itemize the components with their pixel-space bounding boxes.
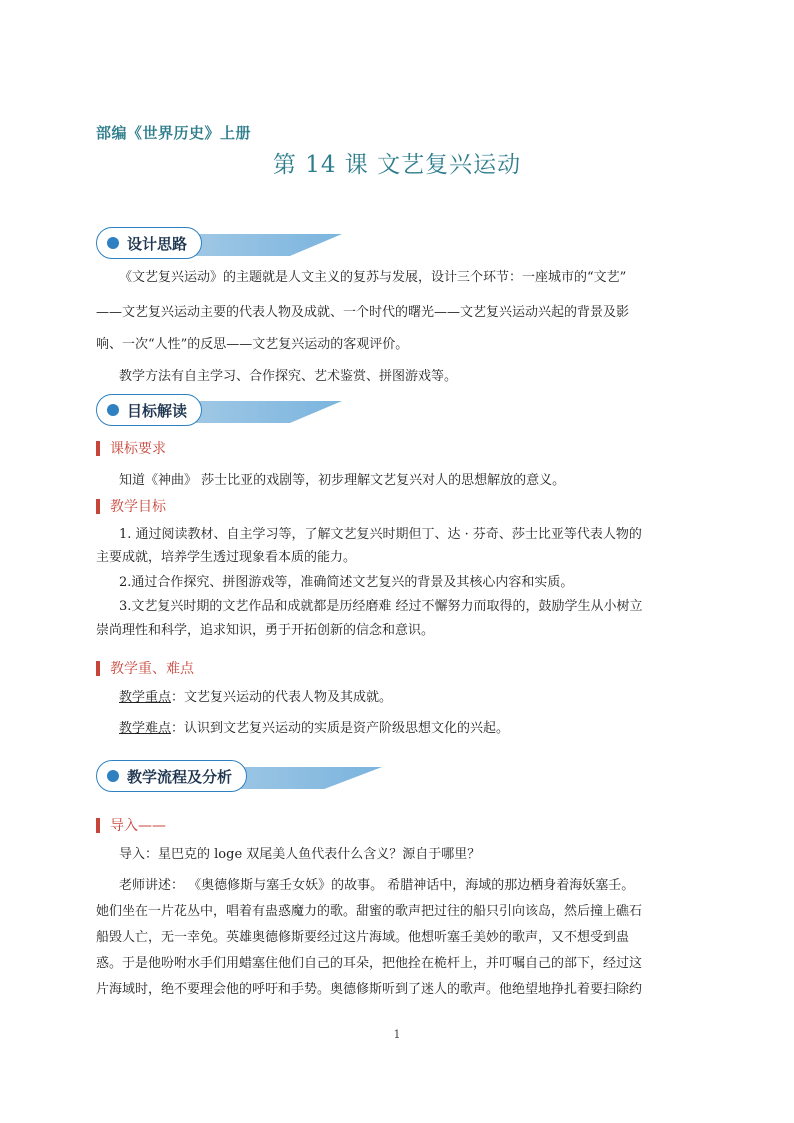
bullet-dot-icon xyxy=(107,237,119,249)
section-keypoints xyxy=(96,658,194,678)
banner-label: 设计思路 xyxy=(127,234,188,253)
key-point-text: ：文艺复兴运动的代表人物及其成就。 xyxy=(171,690,393,705)
key-point xyxy=(119,689,392,707)
section-heading: 导入—— xyxy=(110,818,166,834)
banner-process xyxy=(96,760,356,796)
page-title: 第 14 课 文艺复兴运动 xyxy=(272,152,522,178)
story-line-4: 惑。于是他吩咐水手们用蜡塞住他们自己的耳朵，把他拴在桅杆上，并叮嘱自己的部下，经过这 xyxy=(96,956,643,971)
banner-pill xyxy=(96,394,202,426)
design-line-4: 教学方法有自主学习、合作探究、艺术鉴赏、拼图游戏等。 xyxy=(119,369,458,384)
section-bar-icon xyxy=(96,441,100,456)
design-line-1: 《文艺复兴运动》的主题就是人文主义的复苏与发展，设计三个环节：一座城市的“文艺” xyxy=(119,270,627,285)
section-heading: 教学目标 xyxy=(110,499,166,515)
hard-point-text: ：认识到文艺复兴运动的实质是资产阶级思想文化的兴起。 xyxy=(171,721,510,736)
page-number: 1 xyxy=(393,1028,401,1041)
section-intro xyxy=(96,815,166,835)
story-line-2: 她们坐在一片花丛中，唱着有蛊惑魔力的歌。甜蜜的歌声把过往的船只引向该岛，然后撞上礁石 xyxy=(96,904,643,919)
story-line-1: 老师讲述： 《奥德修斯与塞壬女妖》的故事。 希腊神话中，海域的那边栖身着海妖塞壬。 xyxy=(119,878,635,893)
banner-label: 教学流程及分析 xyxy=(127,767,233,786)
bullet-dot-icon xyxy=(107,770,119,782)
banner-goals xyxy=(96,394,356,430)
section-bar-icon xyxy=(96,661,100,676)
banner-design xyxy=(96,227,356,263)
hard-point xyxy=(119,720,509,738)
story-line-5: 片海域时，绝不要理会他的呼吁和手势。奥德修斯听到了迷人的歌声。他绝望地挣扎着要扫除约 xyxy=(96,982,643,997)
section-bar-icon xyxy=(96,818,100,833)
section-heading: 教学重、难点 xyxy=(110,661,194,677)
section-bar-icon xyxy=(96,499,100,514)
design-line-2: ——文艺复兴运动主要的代表人物及成就、一个时代的曙光——文艺复兴运动兴起的背景及影 xyxy=(96,305,630,320)
banner-label: 目标解读 xyxy=(127,401,188,420)
intro-question: 导入：星巴克的 loge 双尾美人鱼代表什么含义？源自于哪里？ xyxy=(119,847,481,862)
section-objectives xyxy=(96,496,166,516)
objective-line-3: 2.通过合作探究、拼图游戏等，准确简述文艺复兴的背景及其核心内容和实质。 xyxy=(119,575,574,590)
objective-line-2: 主要成就，培养学生透过现象看本质的能力。 xyxy=(96,550,357,565)
key-point-label: 教学重点 xyxy=(119,690,172,705)
bullet-dot-icon xyxy=(107,404,119,416)
hard-point-label: 教学难点 xyxy=(119,721,172,736)
design-line-3: 响、一次“人性”的反思——文艺复兴运动的客观评价。 xyxy=(96,337,409,352)
section-standard xyxy=(96,438,166,458)
story-line-3: 船毁人亡，无一幸免。英雄奥德修斯要经过这片海域。他想听塞壬美妙的歌声，又不想受到蛊 xyxy=(96,930,630,945)
objective-line-1: 1. 通过阅读教材、自主学习等，了解文艺复兴时期但丁、达 · 芬奇、莎士比亚等代表人物的 xyxy=(119,527,642,542)
section-heading: 课标要求 xyxy=(110,441,166,457)
standard-text: 知道《神曲》 莎士比亚的戏剧等，初步理解文艺复兴对人的思想解放的意义。 xyxy=(119,473,566,488)
objective-line-5: 崇尚理性和科学，追求知识，勇于开拓创新的信念和意识。 xyxy=(96,623,435,638)
series-label: 部编《世界历史》上册 xyxy=(96,124,252,142)
objective-line-4: 3.文艺复兴时期的文艺作品和成就都是历经磨难 经过不懈努力而取得的，鼓励学生从小树立 xyxy=(119,599,643,614)
banner-pill xyxy=(96,227,202,259)
banner-pill xyxy=(96,760,247,792)
